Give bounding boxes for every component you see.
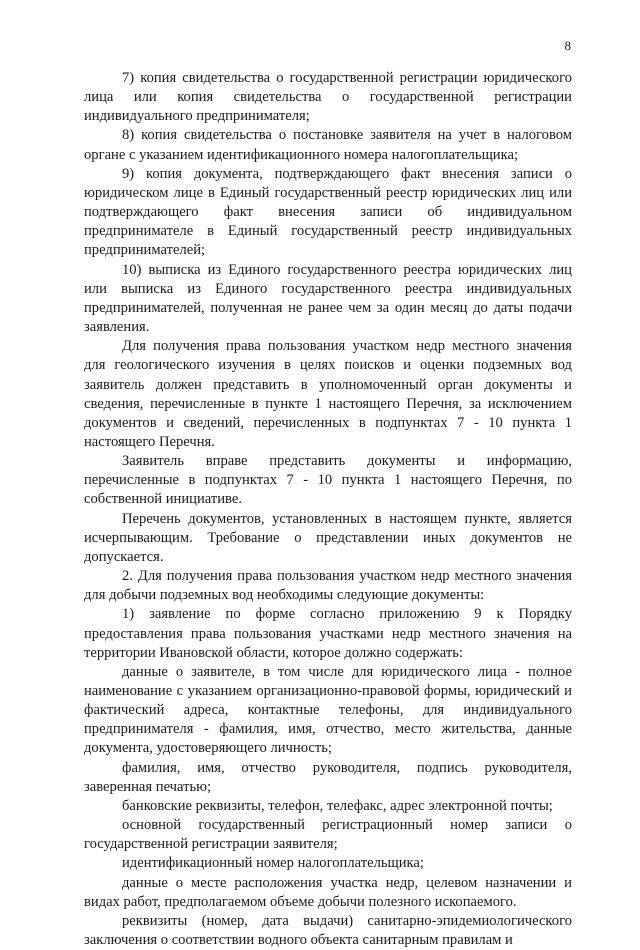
- section-2-heading: 2. Для получения права пользования участком недр местного значения для добычи подземных вод необходимы следующие документы:: [84, 568, 572, 604]
- bank-details-paragraph: банковские реквизиты, телефон, телефакс, адрес электронной почты;: [122, 797, 553, 814]
- page-number: 8: [564, 38, 571, 53]
- head-name-paragraph: фамилия, имя, отчество руководителя, подпись руководителя, заверенная печатью;: [84, 759, 572, 795]
- applicant-data-paragraph: данные о заявителе, в том числе для юридического лица - полное наименование с указанием организационно-правовой формы, юридический и фактический адреса, контактные телефоны, для индивидуального предпринимателя - фамилия, имя, отчество, место жительства, данные документа, удостоверяющего личность;: [84, 663, 572, 757]
- taxpayer-id-paragraph: идентификационный номер налогоплательщика;: [122, 855, 424, 872]
- document-body: [84, 69, 572, 950]
- list-item-9: 9) копия документа, подтверждающего факт внесения записи о юридическом лице в Единый государственный реестр юридических лиц или подтверждающего факт внесения записи об индивидуальном предпринимателе в Единый государственный реестр индивидуальных предпринимателей;: [84, 165, 572, 259]
- paragraph-applicant-right: Заявитель вправе представить документы и информацию, перечисленные в подпунктах 7 - 10 пункта 1 настоящего Перечня, по собственной инициативе.: [84, 453, 572, 508]
- paragraph-geological-study: Для получения права пользования участком недр местного значения для геологического изучения в целях поисков и оценки подземных вод заявитель должен представить в уполномоченный орган документы и сведения, перечисленные в пункте 1 настоящего Перечня, за исключением документов и сведений, перечисленных в подпунктах 7 - 10 пункта 1 настоящего Перечня.: [84, 338, 572, 450]
- list-item-8: 8) копия свидетельства о постановке заявителя на учет в налоговом органе с указанием идентификационного номера налогоплательщика;: [84, 127, 572, 163]
- section-2-item-1: 1) заявление по форме согласно приложению 9 к Порядку предоставления права пользования участками недр местного значения на территории Ивановской области, которое должно содержать:: [84, 606, 572, 661]
- list-item-10: 10) выписка из Единого государственного реестра юридических лиц или выписка из Единого государственного реестра индивидуальных предпринимателей, полученная не ранее чем за один месяц до даты подачи заявления.: [84, 261, 572, 336]
- registration-number-paragraph: основной государственный регистрационный номер записи о государственной регистрации заявителя;: [84, 817, 572, 853]
- paragraph-exhaustive-list: Перечень документов, установленных в настоящем пункте, является исчерпывающим. Требование о представлении иных документов не допускается.: [84, 510, 572, 565]
- sanitary-conclusion-paragraph: реквизиты (номер, дата выдачи) санитарно-эпидемиологического заключения о соответствии водного объекта санитарным правилам и: [84, 912, 572, 949]
- site-location-paragraph: данные о месте расположения участка недр, целевом назначении и видах работ, предполагаемом объеме добычи полезного ископаемого.: [84, 874, 572, 910]
- list-item-7: 7) копия свидетельства о государственной регистрации юридического лица или копия свидетельства о государственной регистрации индивидуального предпринимателя;: [84, 70, 572, 125]
